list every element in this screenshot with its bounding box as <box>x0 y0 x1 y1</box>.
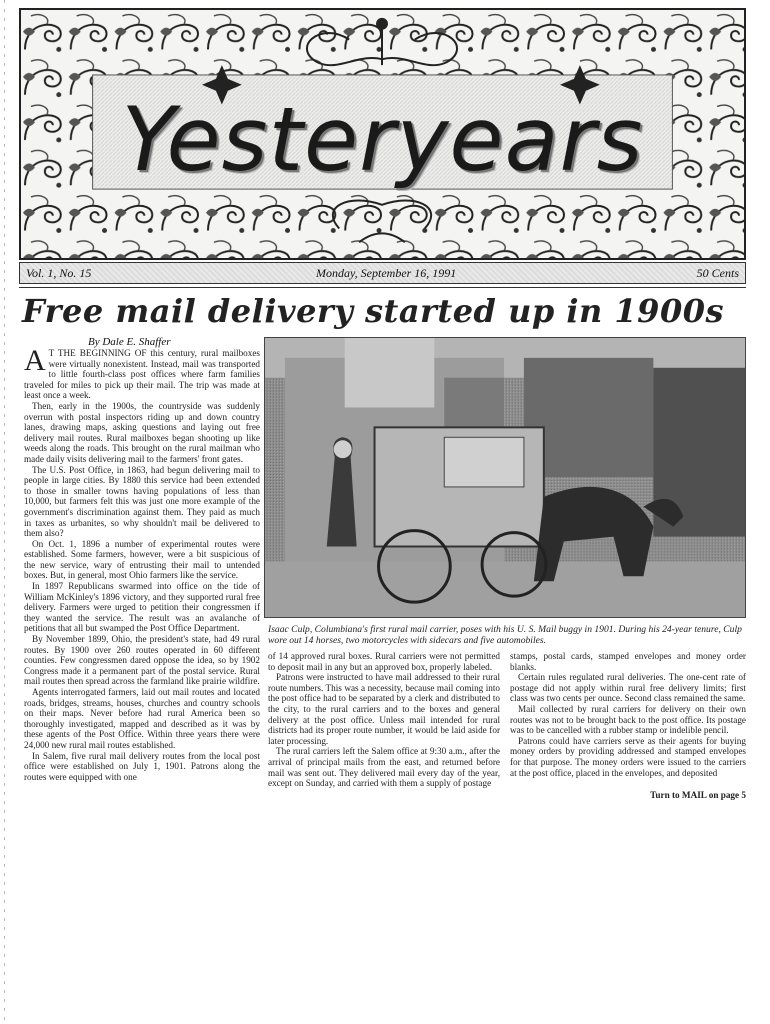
paragraph: Patrons were instructed to have mail addressed to their rural route numbers. This was a necessity, because mail coming into the post office had to be separated by a clerk and distributed to the city, to the rural carriers and to the boxes and general delivery at the post office. Unless mail intended for rural districts had its proper route number, it would be laid aside for later processing. <box>268 672 500 746</box>
paragraph: A T THE BEGINNING OF this century, rural mailboxes were virtually nonexistent. Instead, mail was transported to little fourth-class post offices where farm families traveled for miles to pick up their mail. The trip was made at least once a week. <box>24 344 260 401</box>
paragraph: of 14 approved rural boxes. Rural carriers were not permitted to deposit mail in any but an approved box, properly labeled. <box>268 651 500 672</box>
continuation-jump-line: Turn to MAIL on page 5 <box>650 790 746 800</box>
paragraph: The rural carriers left the Salem office at 9:30 a.m., after the arrival of principal mails from the east, and returned before mail was sent out. They delivered mail every day of the year, except on Sunday, and carried with them a supply of postage <box>268 746 500 789</box>
photo-caption: Isaac Culp, Columbiana's first rural mail carrier, poses with his U. S. Mail buggy in 1901. During his 24-year tenure, Culp wore out 14 horses, two motorcycles with sidecars and five automobiles. <box>268 624 742 646</box>
paragraph: stamps, postal cards, stamped envelopes and money order blanks. <box>510 651 746 672</box>
paragraph: In Salem, five rural mail delivery routes from the local post office were established on July 1, 1901. Patrons along the routes were equipped with one <box>24 750 260 782</box>
dateline-bar <box>19 262 746 284</box>
volume-number: Vol. 1, No. 15 <box>26 266 92 280</box>
divider <box>19 287 746 288</box>
paragraph: Then, early in the 1900s, the countryside was suddenly overrun with postal inspectors riding up and down country lanes, drawing maps, asking questions and laying out free delivery mail routes. Rural mailboxes began shooting up like weeds along the roads. This brought on the rural mailman who made daily visits delivering mail to the farmers' front gates. <box>24 400 260 464</box>
article-column-2 <box>268 651 500 789</box>
paragraph: Certain rules regulated rural deliveries. The one-cent rate of postage did not apply within rural free delivery limits; first class was two cents per ounce. Second class remained the same. <box>510 672 746 704</box>
article-column-1 <box>24 344 260 782</box>
paragraph: Patrons could have carriers serve as their agents for buying money orders by providing addressed and stamped envelopes for that purpose. The money orders were issued to the carriers at the post office, placed in the envelopes, and deposited <box>510 735 746 778</box>
paragraph: The U.S. Post Office, in 1863, had begun delivering mail to people in large cities. By 1880 this service had been extended to those in smaller towns having populations of less than 10,000, but farmers felt this was just one more example of the government's discrimination against them. They paid as much in taxes as urbanites, so why shouldn't mail be delivered to them also? <box>24 464 260 539</box>
issue-date: Monday, September 16, 1991 <box>316 266 457 280</box>
mail-buggy-photo <box>265 338 745 617</box>
article-headline: Free mail delivery started up in 1900s <box>22 292 724 330</box>
masthead-title: Yesteryears <box>121 88 644 191</box>
masthead <box>19 8 746 260</box>
paragraph: In 1897 Republicans swarmed into office on the tide of William McKinley's 1896 victory, and they supported rural free delivery. Farmers were urged to petition their congressmen if they wanted the service. The result was an avalanche of petitions that all but swamped the Post Office Department. <box>24 581 260 634</box>
article-byline: By Dale E. Shaffer <box>88 336 171 348</box>
article-photo <box>264 337 746 618</box>
issue-price: 50 Cents <box>696 266 739 280</box>
drop-cap: A <box>24 344 46 377</box>
paragraph: By November 1899, Ohio, the president's state, had 49 rural routes. By 1900 over 260 routes operated in 60 different counties. Few congressmen dared oppose the idea, so by 1902 Congress made it a permanent part of the postal service. Rural mail routes then spread across the farmland like prairie wildfire. <box>24 634 260 687</box>
scan-edge-marks <box>4 0 5 1024</box>
paragraph: On Oct. 1, 1896 a number of experimental routes were established. Some farmers, however, were a bit suspicious of the new service, wary of entrusting their mail to untended boxes. But, in general, most Ohio farmers like the service. <box>24 538 260 581</box>
paragraph: Mail collected by rural carriers for delivery on their own routes was not to be brought back to the post office. Its postage was to be cancelled with a rubber stamp or indelible pencil. <box>510 703 746 736</box>
paragraph: Agents interrogated farmers, laid out mail routes and located roads, bridges, streams, houses, churches and country schools on their maps. Never before had rural America been so thoroughly investigated, mapped and described as it was by these agents of the Post Office. Within three years there were 24,000 new rural mail routes established. <box>24 687 260 750</box>
article-column-3 <box>510 651 746 778</box>
